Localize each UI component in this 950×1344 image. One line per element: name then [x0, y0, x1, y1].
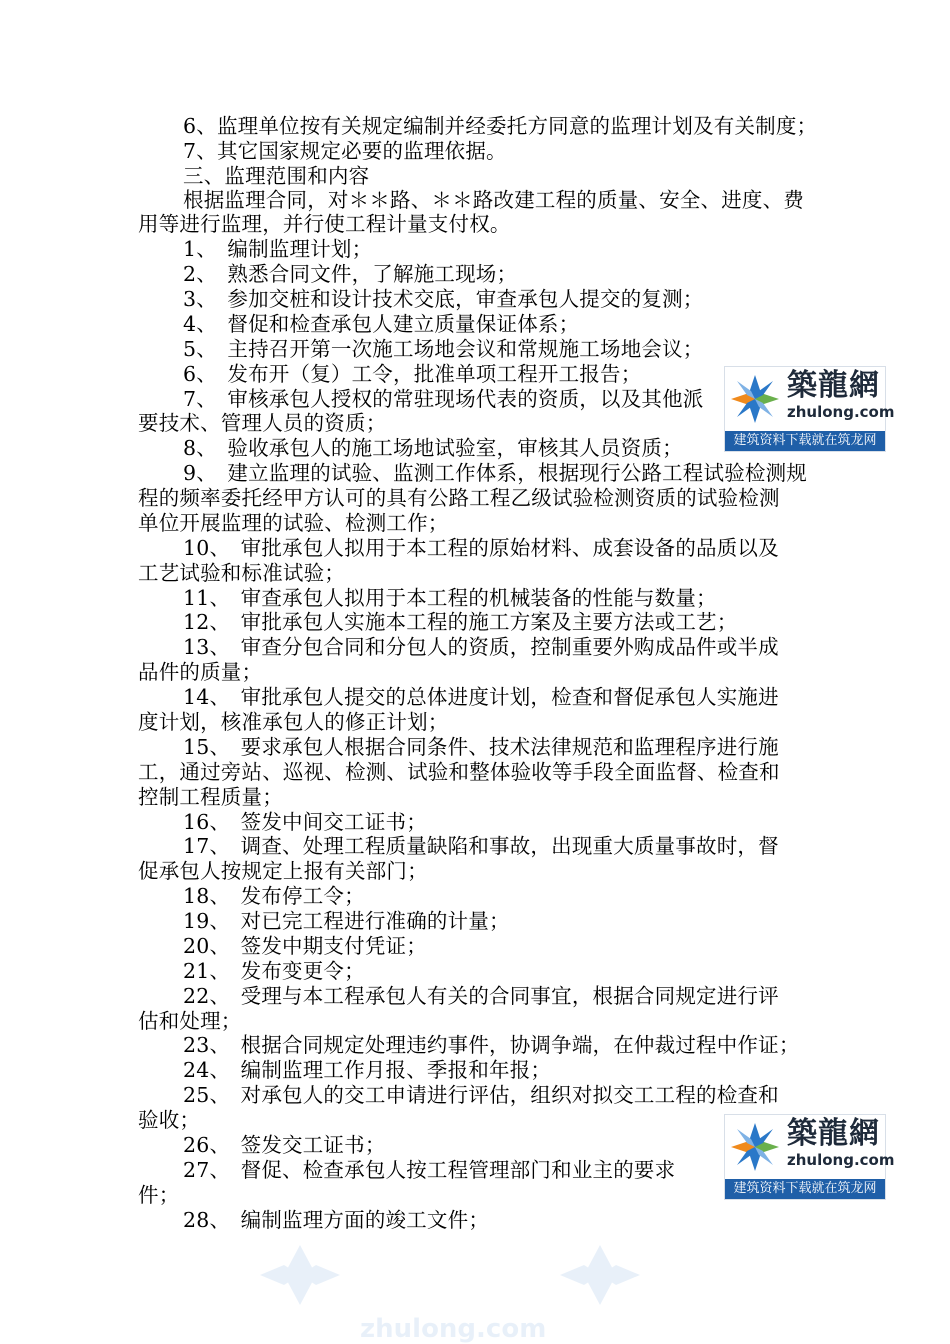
list-item: 13、 审查分包合同和分包人的资质，控制重要外购成品件或半成: [183, 635, 779, 659]
doc-line: 用等进行监理，并行使工程计量支付权。: [138, 212, 511, 236]
list-item-continuation: 工，通过旁站、巡视、检测、试验和整体验收等手段全面监督、检查和: [138, 760, 780, 784]
watermark-bg-text: zhulong.com: [360, 1314, 547, 1344]
watermark-badge: [724, 1114, 895, 1200]
list-item: 7、 审核承包人授权的常驻现场代表的资质，以及其他派: [183, 387, 704, 411]
list-item: 16、 签发中间交工证书；: [183, 810, 427, 834]
list-item: 6、 发布开（复）工令，批准单项工程开工报告；: [183, 362, 642, 386]
list-item: 21、 发布变更令；: [183, 959, 365, 983]
list-item-continuation: 件；: [138, 1183, 180, 1207]
list-item-continuation: 要技术、管理人员的资质；: [138, 411, 387, 435]
list-item-continuation: 工艺试验和标准试验；: [138, 561, 345, 585]
list-item: 11、 审查承包人拟用于本工程的机械装备的性能与数量；: [183, 586, 717, 610]
list-item: 23、 根据合同规定处理违约事件，协调争端，在仲裁过程中作证；: [183, 1033, 800, 1057]
list-item: 18、 发布停工令；: [183, 884, 365, 908]
list-item-continuation: 程的频率委托经甲方认可的具有公路工程乙级试验检测资质的试验检测: [138, 486, 780, 510]
list-item: 2、 熟悉合同文件，了解施工现场；: [183, 262, 518, 286]
list-item-continuation: 控制工程质量；: [138, 785, 283, 809]
list-item: 1、 编制监理计划；: [183, 237, 373, 261]
watermark-badge: [724, 366, 895, 452]
list-item-continuation: 单位开展监理的试验、检测工作；: [138, 511, 449, 535]
list-item: 27、 督促、检查承包人按工程管理部门和业主的要求: [183, 1158, 676, 1182]
list-item-continuation: 估和处理；: [138, 1009, 242, 1033]
list-item: 26、 签发交工证书；: [183, 1133, 386, 1157]
list-item: 25、 对承包人的交工申请进行评估，组织对拟交工工程的检查和: [183, 1083, 779, 1107]
brand-slogan: 建筑资料下载就在筑龙网: [725, 1179, 885, 1199]
list-item: 9、 建立监理的试验、监测工作体系，根据现行公路工程试验检测规: [183, 461, 807, 485]
list-item: 22、 受理与本工程承包人有关的合同事宜，根据合同规定进行评: [183, 984, 779, 1008]
list-item: 28、 编制监理方面的竣工文件；: [183, 1208, 490, 1232]
list-item: 5、 主持召开第一次施工场地会议和常规施工场地会议；: [183, 337, 704, 361]
list-item: 12、 审批承包人实施本工程的施工方案及主要方法或工艺；: [183, 610, 738, 634]
doc-line: 根据监理合同，对＊＊路、＊＊路改建工程的质量、安全、进度、费: [183, 188, 804, 212]
brand-slogan: 建筑资料下载就在筑龙网: [725, 431, 885, 451]
doc-line: 6、监理单位按有关规定编制并经委托方同意的监理计划及有关制度；: [183, 114, 818, 138]
list-item: 3、 参加交桩和设计技术交底，审查承包人提交的复测；: [183, 287, 704, 311]
list-item-continuation: 度计划，核准承包人的修正计划；: [138, 710, 449, 734]
brand-name-cn: 築龍網: [787, 1116, 880, 1151]
list-item: 14、 审批承包人提交的总体进度计划，检查和督促承包人实施进: [183, 685, 779, 709]
list-item: 20、 签发中期支付凭证；: [183, 934, 427, 958]
brand-name-en: zhulong.com: [787, 1151, 895, 1169]
list-item: 8、 验收承包人的施工场地试验室，审核其人员资质；: [183, 436, 683, 460]
list-item-continuation: 品件的质量；: [138, 660, 263, 684]
brand-name-cn: 築龍網: [787, 368, 880, 403]
zhulong-logo-icon: [727, 1119, 783, 1175]
list-item: 10、 审批承包人拟用于本工程的原始材料、成套设备的品质以及: [183, 536, 779, 560]
watermark-background: [220, 1225, 760, 1344]
list-item-continuation: 促承包人按规定上报有关部门；: [138, 859, 428, 883]
list-item: 4、 督促和检查承包人建立质量保证体系；: [183, 312, 580, 336]
zhulong-logo-icon: [727, 371, 783, 427]
list-item: 15、 要求承包人根据合同条件、技术法律规范和监理程序进行施: [183, 735, 779, 759]
list-item: 24、 编制监理工作月报、季报和年报；: [183, 1058, 552, 1082]
list-item: 19、 对已完工程进行准确的计量；: [183, 909, 510, 933]
list-item: 17、 调查、处理工程质量缺陷和事故，出现重大质量事故时，督: [183, 834, 779, 858]
list-item-continuation: 验收；: [138, 1108, 201, 1132]
brand-name-en: zhulong.com: [787, 403, 895, 421]
section-heading: 三、监理范围和内容: [183, 164, 370, 188]
watermark-snowflake-icon: [260, 1245, 640, 1305]
doc-line: 7、其它国家规定必要的监理依据。: [183, 139, 507, 163]
